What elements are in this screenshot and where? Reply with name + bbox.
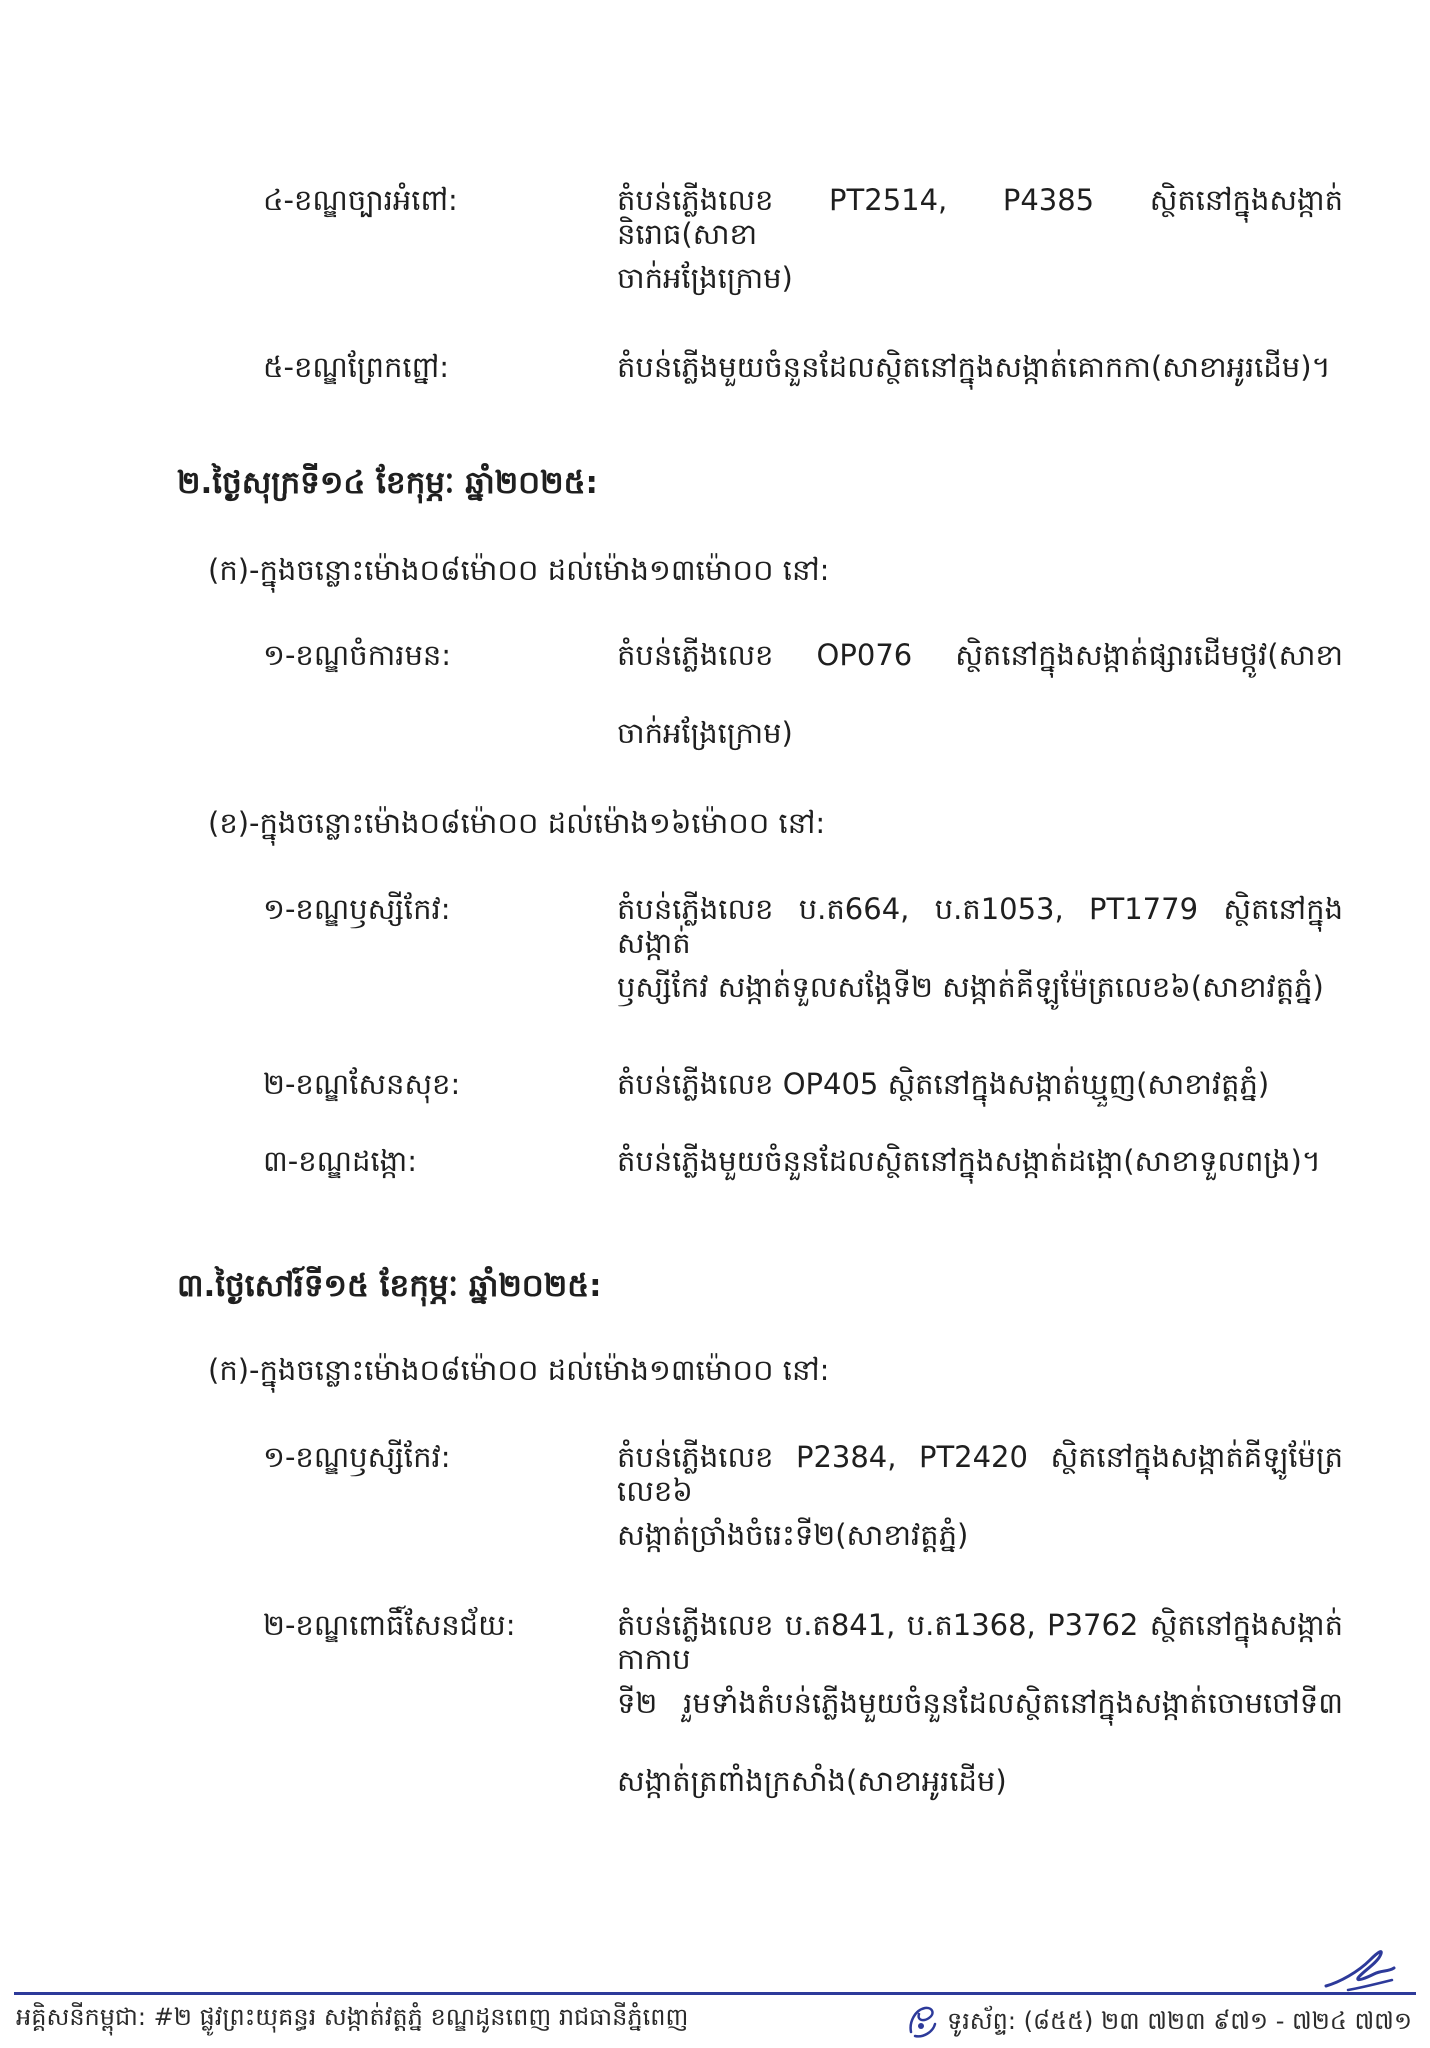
- footer-divider: [14, 1992, 1416, 1995]
- district-label: ២-ខណ្ឌពោធិ៍សែនជ័យ:: [263, 1608, 516, 1642]
- day-heading-friday: ២.ថ្ងៃសុក្រទី១៤ ខែកុម្ភៈ ឆ្នាំ២០២៥:: [177, 465, 598, 501]
- time-slot-b: (ខ)-ក្នុងចន្លោះម៉ោង០៨ម៉ោ០០ ដល់ម៉ោង១៦ម៉ោ០០ នៅ:: [208, 806, 826, 840]
- description-line: តំបន់ភ្លើងលេខ ប.ត664, ប.ត1053, PT1779 ស្ថិតនៅក្នុងសង្កាត់: [617, 892, 1343, 960]
- description-line: តំបន់ភ្លើងលេខ P2384, PT2420 ស្ថិតនៅក្នុងសង្កាត់គីឡូម៉ែត្រលេខ៦: [617, 1440, 1343, 1508]
- footer-contact: [905, 2002, 1412, 2040]
- district-label: ១-ខណ្ឌឫស្សីកែវ:: [263, 892, 451, 926]
- footer-address: អគ្គិសនីកម្ពុជា: #២ ផ្លូវព្រះយុគន្ធរ សង្កាត់វត្តភ្នំ ខណ្ឌដូនពេញ រាជធានីភ្នំពេញ: [16, 2003, 689, 2031]
- time-slot-a: (ក)-ក្នុងចន្លោះម៉ោង០៨ម៉ោ០០ ដល់ម៉ោង១៣ម៉ោ០០ នៅ:: [208, 1353, 830, 1387]
- description-line: តំបន់ភ្លើងលេខ ប.ត841, ប.ត1368, P3762 ស្ថិតនៅក្នុងសង្កាត់កាកាប: [617, 1608, 1343, 1676]
- entry-description: [617, 1144, 1343, 1222]
- description-line: ចាក់អង្រែក្រោម): [617, 716, 793, 750]
- entry-description: [617, 638, 1343, 794]
- entry-description: [617, 350, 1343, 428]
- description-line: សង្កាត់ត្រពាំងក្រសាំង(សាខាអូរដើម): [617, 1764, 1007, 1798]
- time-slot-a: (ក)-ក្នុងចន្លោះម៉ោង០៨ម៉ោ០០ ដល់ម៉ោង១៣ម៉ោ០០ នៅ:: [208, 553, 830, 587]
- description-line: ទី២ រួមទាំងតំបន់ភ្លើងមួយចំនួនដែលស្ថិតនៅក្នុងសង្កាត់ចោមចៅទី៣: [617, 1686, 1343, 1720]
- footer-phone: ទូរស័ព្ទ: (៨៥៥) ២៣ ៧២៣ ៩៧១ - ៧២៤ ៧៧១: [946, 2007, 1412, 2035]
- district-label: ៥-ខណ្ឌព្រែកព្នៅ:: [263, 350, 450, 384]
- district-label: ១-ខណ្ឌឫស្សីកែវ:: [263, 1440, 451, 1474]
- description-line: សង្កាត់ច្រាំងចំរេះទី២(សាខាវត្តភ្នំ): [617, 1518, 969, 1552]
- entry-description: [617, 183, 1343, 339]
- entry-description: [617, 1067, 1343, 1145]
- district-label: ១-ខណ្ឌចំការមន:: [263, 638, 452, 672]
- day-heading-saturday: ៣.ថ្ងៃសៅរ៍ទី១៥ ខែកុម្ភៈ ឆ្នាំ២០២៥:: [177, 1268, 602, 1304]
- entry-description: [617, 1608, 1343, 1842]
- district-label: ៣-ខណ្ឌដង្កោ:: [263, 1144, 418, 1178]
- description-line: តំបន់ភ្លើងលេខ OP076 ស្ថិតនៅក្នុងសង្កាត់ផ្សារដើមថ្កូវ(សាខា: [617, 638, 1343, 672]
- description-line: តំបន់ភ្លើងមួយចំនួនដែលស្ថិតនៅក្នុងសង្កាត់គោកកា(សាខាអូរដើម)។: [617, 350, 1331, 384]
- description-line: តំបន់ភ្លើងលេខ OP405 ស្ថិតនៅក្នុងសង្កាត់ឃ្មួញ(សាខាវត្តភ្នំ): [617, 1067, 1270, 1101]
- description-line: ចាក់អង្រែក្រោម): [617, 261, 793, 295]
- description-line: តំបន់ភ្លើងលេខ PT2514, P4385 ស្ថិតនៅក្នុងសង្កាត់និរោធ(សាខា: [617, 183, 1343, 251]
- description-line: ឫស្សីកែវ សង្កាត់ទួលសង្កែទី២ សង្កាត់គីឡូម៉ែត្រលេខ៦(សាខាវត្តភ្នំ): [617, 970, 1324, 1004]
- district-label: ២-ខណ្ឌសែនសុខ:: [263, 1067, 461, 1101]
- description-line: តំបន់ភ្លើងមួយចំនួនដែលស្ថិតនៅក្នុងសង្កាត់ដង្កោ(សាខាទួលពង្រ)។: [617, 1144, 1321, 1178]
- entry-description: [617, 892, 1343, 1048]
- telephone-logo-icon: [905, 2002, 939, 2040]
- entry-description: [617, 1440, 1343, 1596]
- district-label: ៤-ខណ្ឌច្បារអំពៅ:: [263, 183, 458, 217]
